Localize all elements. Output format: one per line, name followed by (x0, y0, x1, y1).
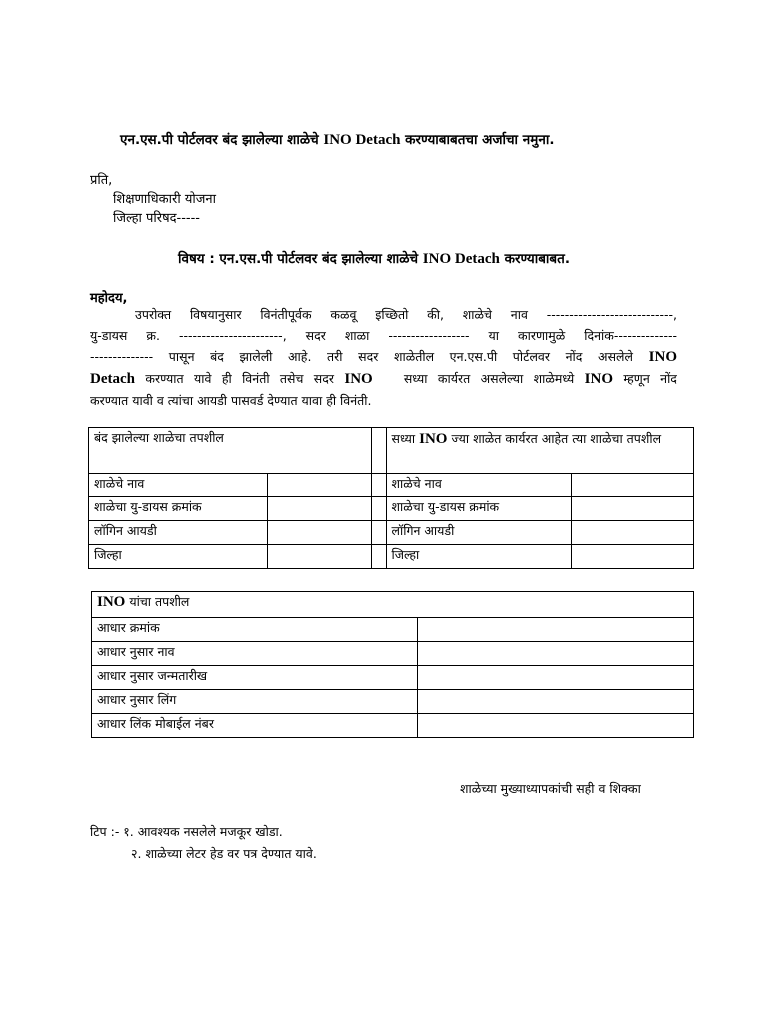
subject-line: विषय : एन.एस.पी पोर्टलवर बंद झालेल्या शाळेचे INO Detach करण्याबाबत. (178, 251, 570, 267)
body-paragraph (90, 304, 677, 411)
addressee-line1: शिक्षणाधिकारी योजना (113, 192, 216, 207)
body-line-2: यु-डायस क्र. -----------------------, सदर शाळा ------------------ या कारणामुळे दिनांक-------------- (90, 328, 677, 343)
addressee-prati: प्रति, (90, 173, 113, 188)
closed-school-district-value[interactable] (267, 545, 371, 569)
aadhaar-name-value[interactable] (418, 642, 694, 666)
current-school-district-value[interactable] (572, 545, 694, 569)
ino-details-table (91, 591, 694, 738)
salutation: महोदय, (90, 291, 128, 306)
headmaster-signature-label: शाळेच्या मुख्याध्यापकांची सही व शिक्का (460, 781, 641, 796)
closed-school-udise-value[interactable] (267, 497, 371, 521)
school-details-table (88, 427, 694, 569)
document-title: एन.एस.पी पोर्टलवर बंद झालेल्या शाळेचे INO Detach करण्याबाबतचा अर्जाचा नमुना. (120, 132, 555, 148)
body-line-4: Detach करण्यात यावे ही विनंती तसेच सदर INO सध्या कार्यरत असलेल्या शाळेमध्ये INO म्हणून नोंद (90, 371, 677, 387)
aadhaar-gender-value[interactable] (418, 690, 694, 714)
table-row: शाळेचे नाव शाळेचे नाव (89, 474, 694, 497)
body-line-5: करण्यात यावी व त्यांचा आयडी पासवर्ड देण्यात यावा ही विनंती. (90, 393, 372, 408)
note-item-1: टिप :- १. आवश्यक नसलेले मजकूर खोडा. (90, 824, 283, 839)
closed-school-header: बंद झालेल्या शाळेचा तपशील (89, 428, 372, 474)
current-school-udise-value[interactable] (572, 497, 694, 521)
closed-school-name-value[interactable] (267, 474, 371, 497)
table-row: लॉगिन आयडी लॉगिन आयडी (89, 521, 694, 545)
table-header-row (89, 428, 694, 474)
table-header-row (92, 592, 694, 618)
aadhaar-dob-value[interactable] (418, 666, 694, 690)
table-row: आधार नुसार नाव (92, 642, 694, 666)
current-school-header: सध्या INO ज्या शाळेत कार्यरत आहेत त्या शाळेचा तपशील (386, 428, 694, 474)
closed-school-login-value[interactable] (267, 521, 371, 545)
table-row: जिल्हा जिल्हा (89, 545, 694, 569)
current-school-login-value[interactable] (572, 521, 694, 545)
table-row: आधार लिंक मोबाईल नंबर (92, 714, 694, 738)
spacer-cell (371, 428, 386, 474)
note-item-2: २. शाळेच्या लेटर हेड वर पत्र देण्यात यावे. (131, 846, 317, 861)
table-row: आधार क्रमांक (92, 618, 694, 642)
addressee-line2: जिल्हा परिषद----- (113, 211, 200, 226)
aadhaar-mobile-value[interactable] (418, 714, 694, 738)
table-row: आधार नुसार जन्मतारीख (92, 666, 694, 690)
current-school-name-value[interactable] (572, 474, 694, 497)
ino-details-header: INO यांचा तपशील (92, 592, 694, 618)
body-line-1: उपरोक्त विषयानुसार विनंतीपूर्वक कळवू इच्छितो की, शाळेचे नाव ----------------------------, (135, 307, 677, 322)
table-row: आधार नुसार लिंग (92, 690, 694, 714)
aadhaar-number-value[interactable] (418, 618, 694, 642)
body-line-3: -------------- पासून बंद झालेली आहे. तरी सदर शाळेतील एन.एस.पी पोर्टलवर नोंद असलेले INO (90, 349, 677, 365)
table-row: शाळेचा यु-डायस क्रमांक शाळेचा यु-डायस क्रमांक (89, 497, 694, 521)
